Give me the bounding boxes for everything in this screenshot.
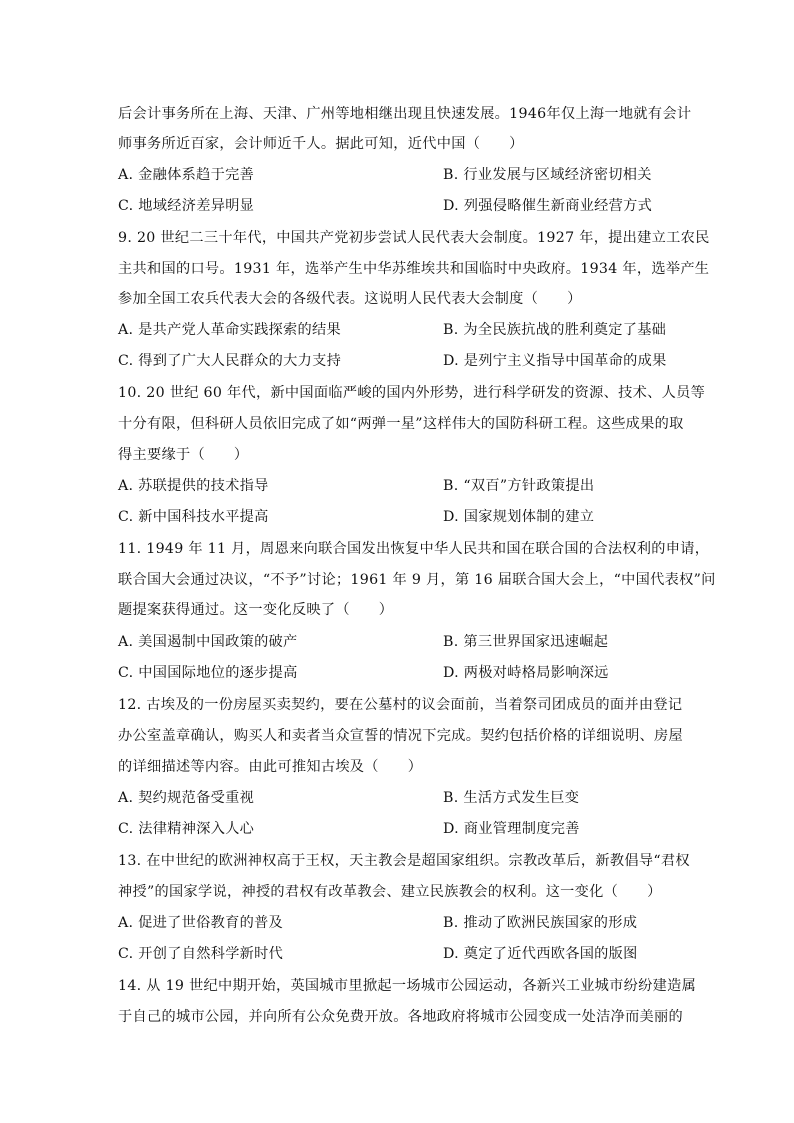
q10-option-b: B. “双百”方针政策提出: [443, 478, 595, 494]
q14-text-line-2: 于自己的城市公园，并向所有公众免费开放。各地政府将城市公园变成一处洁净而美丽的: [118, 1009, 684, 1025]
q10-option-d: D. 国家规划体制的建立: [443, 509, 595, 525]
q12-option-c: C. 法律精神深入人心: [118, 821, 255, 837]
q8-option-a: A. 金融体系趋于完善: [118, 167, 255, 183]
q13-text-line-1: 13. 在中世纪的欧洲神权高于王权，天主教会是超国家组织。宗教改革后，新教倡导“君权: [118, 853, 690, 869]
q10-option-a: A. 苏联提供的技术指导: [118, 478, 269, 494]
q11-option-a: A. 美国遏制中国政策的破产: [118, 634, 298, 650]
q11-text-line-1: 11. 1949 年 11 月，周恩来向联合国发出恢复中华人民共和国在联合国的合法权利的申请，: [118, 541, 710, 557]
q12-option-b: B. 生活方式发生巨变: [443, 790, 580, 806]
q12-option-d: D. 商业管理制度完善: [443, 821, 580, 837]
q13-text-line-2: 神授”的国家学说，神授的君权有改革教会、建立民族教会的权利。这一变化（ ）: [118, 884, 662, 900]
q10-text-line-1: 10. 20 世纪 60 年代，新中国面临严峻的国内外形势，进行科学研发的资源、技术、人员等: [118, 385, 706, 401]
q13-option-b: B. 推动了欧洲民族国家的形成: [443, 915, 638, 931]
q9-option-b: B. 为全民族抗战的胜利奠定了基础: [443, 322, 667, 338]
q9-text-line-2: 主共和国的口号。1931 年，选举产生中华苏维埃共和国临时中央政府。1934 年，选举产生: [118, 261, 710, 277]
q11-text-line-2: 联合国大会通过决议，“不予”讨论；1961 年 9 月，第 16 届联合国大会上，“中国代表权”问: [118, 572, 716, 588]
q9-text-line-3: 参加全国工农兵代表大会的各级代表。这说明人民代表大会制度（ ）: [118, 291, 582, 307]
q10-text-line-2: 十分有限，但科研人员依旧完成了如“两弹一星”这样伟大的国防科研工程。这些成果的取: [118, 416, 684, 432]
q12-text-line-2: 办公室盖章确认，购买人和卖者当众宣誓的情况下完成。契约包括价格的详细说明、房屋: [118, 728, 684, 744]
q8-text-line-2: 师事务所近百家，会计师近千人。据此可知，近代中国（ ）: [118, 136, 524, 152]
q12-option-a: A. 契约规范备受重视: [118, 790, 255, 806]
q12-text-line-3: 的详细描述等内容。由此可推知古埃及（ ）: [118, 759, 423, 775]
q14-text-line-1: 14. 从 19 世纪中期开始，英国城市里掀起一场城市公园运动，各新兴工业城市纷纷建造属: [118, 978, 697, 994]
q11-option-b: B. 第三世界国家迅速崛起: [443, 634, 609, 650]
q8-option-c: C. 地域经济差异明显: [118, 198, 255, 214]
q9-option-a: A. 是共产党人革命实践探索的结果: [118, 322, 341, 338]
q13-option-d: D. 奠定了近代西欧各国的版图: [443, 946, 638, 962]
q12-text-line-1: 12. 古埃及的一份房屋买卖契约，要在公墓村的议会面前，当着祭司团成员的面并由登记: [118, 697, 683, 713]
q13-option-c: C. 开创了自然科学新时代: [118, 946, 284, 962]
q11-text-line-3: 题提案获得通过。这一变化反映了（ ）: [118, 602, 394, 618]
q13-option-a: A. 促进了世俗教育的普及: [118, 915, 284, 931]
q11-option-c: C. 中国国际地位的逐步提高: [118, 665, 298, 681]
q9-option-c: C. 得到了广大人民群众的大力支持: [118, 353, 342, 369]
q8-option-b: B. 行业发展与区域经济密切相关: [443, 167, 652, 183]
q11-option-d: D. 两极对峙格局影响深远: [443, 665, 609, 681]
q10-text-line-3: 得主要缘于（ ）: [118, 447, 249, 463]
q9-option-d: D. 是列宁主义指导中国革命的成果: [443, 353, 667, 369]
q10-option-c: C. 新中国科技水平提高: [118, 509, 269, 525]
q8-text-line-1: 后会计事务所在上海、天津、广州等地相继出现且快速发展。1946年仅上海一地就有会计: [118, 106, 692, 122]
q8-option-d: D. 列强侵略催生新商业经营方式: [443, 198, 653, 214]
q9-text-line-1: 9. 20 世纪二三十年代，中国共产党初步尝试人民代表大会制度。1927 年，提出建立工农民: [118, 230, 710, 246]
